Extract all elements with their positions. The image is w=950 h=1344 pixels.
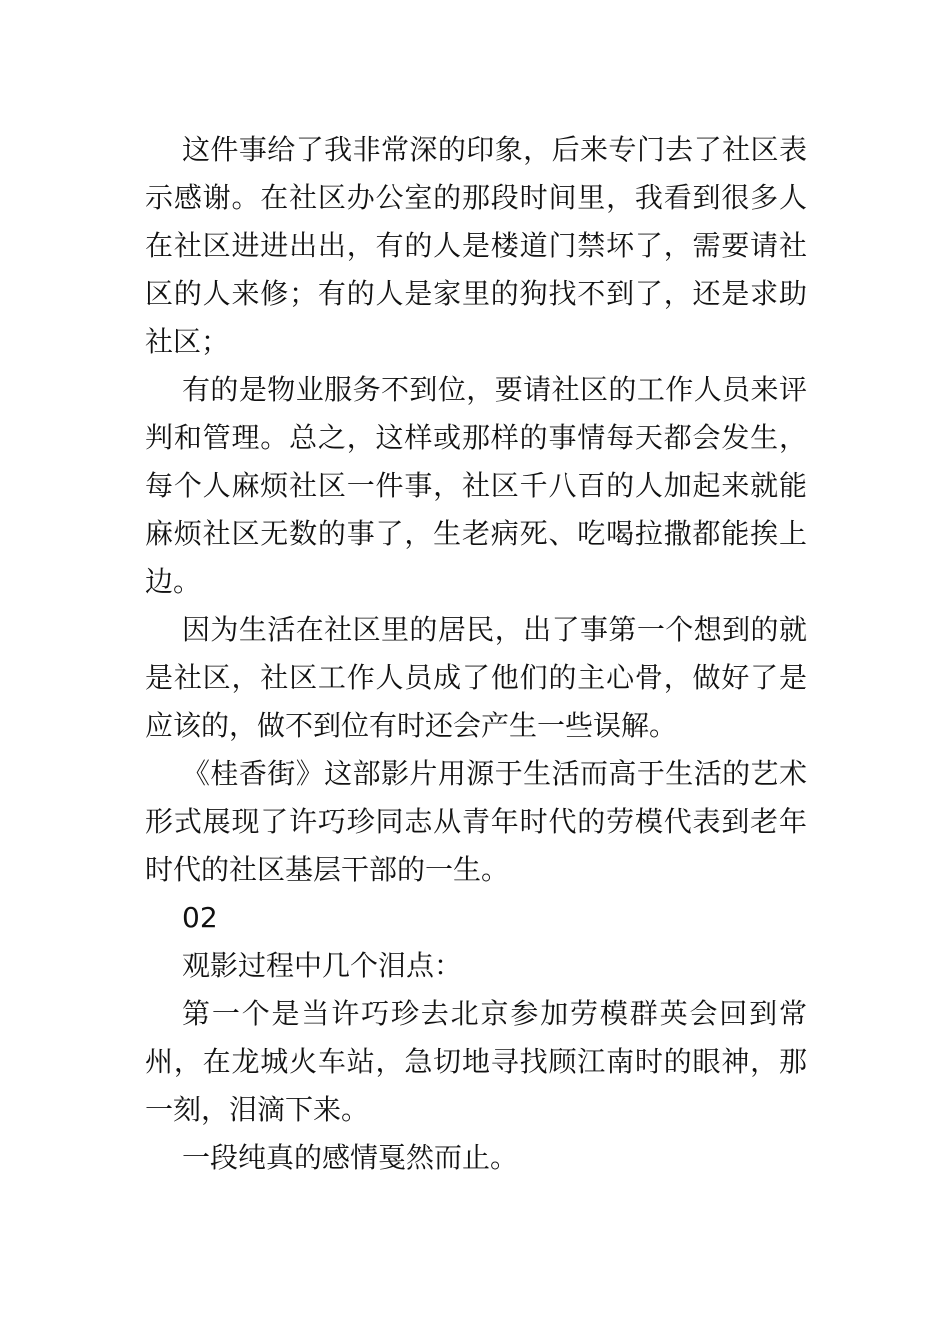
paragraph-residents-rely: 因为生活在社区里的居民，出了事第一个想到的就是社区，社区工作人员成了他们的主心骨，做好了是应该的，做不到位有时还会产生一些误解。 (145, 613, 807, 742)
paragraph-community-thanks: 这件事给了我非常深的印象，后来专门去了社区表示感谢。在社区办公室的那段时间里，我看到很多人在社区进进出出，有的人是楼道门禁坏了，需要请社区的人来修；有的人是家里的狗找不到了，还是求助社区； (145, 133, 807, 358)
section-number: 02 (182, 901, 218, 934)
paragraph-property-service: 有的是物业服务不到位，要请社区的工作人员来评判和管理。总之，这样或那样的事情每天都会发生，每个人麻烦社区一件事，社区千八百的人加起来就能麻烦社区无数的事了，生老病死、吃喝拉撒都能挨上边。 (145, 373, 807, 598)
paragraph-film-guixiangjie: 《桂香街》这部影片用源于生活而高于生活的艺术形式展现了许巧珍同志从青年时代的劳模代表到老年时代的社区基层干部的一生。 (145, 757, 807, 886)
paragraph-pure-love-ends: 一段纯真的感情戛然而止。 (182, 1141, 519, 1174)
paragraph-first-tear-point: 第一个是当许巧珍去北京参加劳模群英会回到常州，在龙城火车站，急切地寻找顾江南时的眼神，那一刻，泪滴下来。 (145, 997, 807, 1126)
paragraph-tear-points-intro: 观影过程中几个泪点： (182, 949, 463, 982)
document-body (145, 126, 807, 1182)
